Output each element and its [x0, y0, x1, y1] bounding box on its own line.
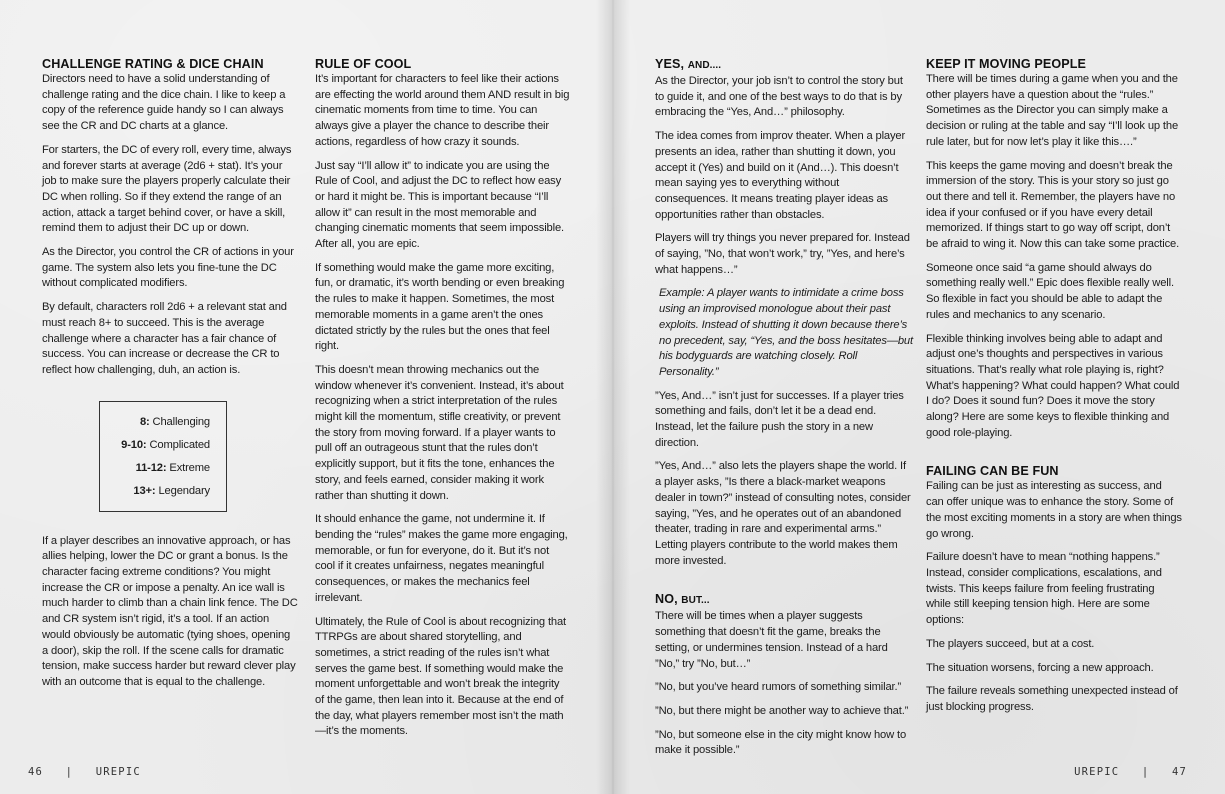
heading-no-but: NO, BUT... — [655, 592, 710, 607]
right-page-column-2 — [926, 56, 1182, 724]
footer-separator: | — [1141, 766, 1150, 778]
paragraph: There will be times during a game when you and the other players have a question about the “rules.” Sometimes as the Director you can simply make a decision or ruling at the table and say “I’ll look up the rule later, but for now let’s play it like this….” — [926, 73, 1179, 148]
cr-row: 11-12: Extreme — [135, 461, 210, 474]
paragraph: ”Yes, And…” isn’t just for successes. If a player tries something and fails, don’t let it be a dead end. Instead, let the failure push the story in a new direction. — [655, 389, 904, 449]
heading-rule-of-cool: RULE OF COOL — [315, 57, 412, 71]
left-page-column-1 — [42, 56, 298, 699]
cr-row: 9-10: Complicated — [121, 438, 210, 451]
paragraph: ”No, but there might be another way to achieve that.” — [655, 704, 909, 717]
paragraph: The situation worsens, forcing a new approach. — [926, 661, 1154, 674]
paragraph: The failure reveals something unexpected instead of just blocking progress. — [926, 685, 1178, 713]
paragraph: Someone once said “a game should always do something really well.” Epic does flexible really well. So flexible in fact you should be able to adapt the rules and mechanics to any scenario. — [926, 261, 1174, 321]
paragraph: Failure doesn’t have to mean “nothing happens.” Instead, consider complications, escalations, and twists. This keeps failure from feeling frustrating while still keeping tension high. Here are some options: — [926, 551, 1162, 627]
paragraph: This keeps the game moving and doesn’t break the immersion of the story. This is your story so just go out there and tell it. Remember, the players have no idea if your confused or if you have every detail memorized. If things start to go way off script, don’t be afraid to wing it. Now this can take some practice. — [926, 159, 1180, 251]
paragraph: There will be times when a player suggests something that doesn’t fit the game, breaks the setting, or undermines tension. Instead of a hard ”No,” try ”No, but…” — [655, 610, 888, 670]
right-page-footer — [1074, 766, 1187, 778]
footer-title: UREPIC — [95, 766, 141, 778]
example-paragraph: Example: A player wants to intimidate a crime boss using an improvised monologue about their past exploits. Instead of shutting it down because there’s no precedent, say, “Yes, and the boss hesitates—but his bodyguards are watching closely. Roll Personality.” — [659, 287, 913, 378]
paragraph: Just say “I’ll allow it” to indicate you are using the Rule of Cool, and adjust the DC to reflect how easy or hard it might be. This is important because “I’ll allow it” can result in the most memorable and changing cinematic moments that seem impossible. After all, you are epic. — [315, 159, 564, 251]
paragraph: Ultimately, the Rule of Cool is about recognizing that TTRPGs are about shared storytelling, and sometimes, a strict reading of the rules isn’t what serves the game best. If something would make the moment unforgettable and won’t break the integrity of the game, then lean into it. Because at the end of the day, what players remember most isn’t the math—it’s the moments. — [315, 615, 567, 738]
paragraph: This doesn’t mean throwing mechanics out the window whenever it’s convenient. Instead, it’s about recognizing when a strict interpretation of the rules might kill the momentum, stifle creativity, or prevent the story from moving forward. If a player wants to pull off an outrageous stunt that the rules don’t explicitly support, but it fits the tone, enhances the story, and feels earned, consider making it work rather than shutting it down. — [315, 363, 564, 502]
heading-failing-can-be-fun: FAILING CAN BE FUN — [926, 464, 1059, 479]
paragraph: Flexible thinking involves being able to adapt and adjust one’s thoughts and perspectives in various situations. That’s really what role playing is, right? What’s happening? What could happen? What could I do? Does it sound fun? Does it move the story along? Here are some keys to flexible thinking and good role-playing. — [926, 332, 1180, 439]
paragraph: Players will try things you never prepared for. Instead of saying, ”No, that won’t work,” try, ”Yes, and here’s what happens…” — [655, 232, 910, 276]
footer-title: UREPIC — [1074, 766, 1120, 778]
paragraph: As the Director, you control the CR of actions in your game. The system also lets you fine-tune the DC without complicated modifiers. — [42, 246, 294, 290]
page-number: 47 — [1171, 766, 1187, 778]
paragraph: Failing can be just as interesting as success, and can offer unique was to enhance the story. Some of the most exciting moments in a story are when things go wrong. — [926, 480, 1182, 540]
paragraph: By default, characters roll 2d6 + a relevant stat and must reach 8+ to succeed. This is the average challenge where a character has a fair chance of success. You can increase or decrease the CR to reflect how challenging, duh, an action is. — [42, 301, 287, 376]
paragraph: ”Yes, And…” also lets the players shape the world. If a player asks, ”Is there a black-market weapons dealer in town?” instead of consulting notes, consider saying, ”Yes, and he operates out of an abandoned theater, trading in rare and experimental arms.” Letting players contribute to the world makes them more invested. — [655, 460, 911, 567]
paragraph: The idea comes from improv theater. When a player presents an idea, rather than shutting it down, you accept it (Yes) and build on it (And…). This doesn’t mean saying yes to everything without consequences. It means treating player ideas as opportunities rather than obstacles. — [655, 130, 906, 221]
paragraph: It’s important for characters to feel like their actions are effecting the world around them AND result in big cinematic moments from time to time. You can always give a player the chance to describe their actions, regardless of how crazy it sounds. — [315, 73, 570, 148]
left-page-column-2 — [315, 56, 570, 748]
page-number: 46 — [28, 766, 44, 778]
paragraph: If a player describes an innovative approach, or has allies helping, lower the DC or grant a bonus. Is the character facing extreme conditions? You might increase the CR or impose a penalty. An ice wall is much harder to climb than a chain link fence. The DC and CR system isn’t rigid, it’s a tool. If an action would obviously be automatic (tying shoes, opening a door), skip the roll. If the scene calls for dramatic tension, make success harder but reward clever play with an outcome that is equal to the challenge. — [42, 534, 298, 688]
heading-keep-it-moving: KEEP IT MOVING PEOPLE — [926, 57, 1087, 71]
left-page-footer — [28, 766, 141, 778]
paragraph: It should enhance the game, not undermine it. If bending the “rules” makes the game more engaging, memorable, or fun for everyone, do it. But it’s not cool if it creates unfairness, negates meaningful consequences, or makes the mechanics feel irrelevant. — [315, 513, 568, 604]
heading-challenge-rating: CHALLENGE RATING & DICE CHAIN — [42, 57, 264, 71]
paragraph: The players succeed, but at a cost. — [926, 637, 1095, 650]
paragraph: ”No, but you’ve heard rumors of something similar.” — [655, 681, 902, 694]
paragraph: If something would make the game more exciting, fun, or dramatic, it’s worth bending or even breaking the rules to make it happen. Sometimes, the most memorable moments in a game aren’t the ones dictated strictly by the rules but the ones that feel right. — [315, 261, 565, 353]
footer-separator: | — [65, 766, 74, 778]
paragraph: ”No, but someone else in the city might know how to make it possible.” — [655, 728, 907, 757]
paragraph: As the Director, your job isn’t to control the story but to guide it, and one of the best ways to do that is by embracing the “Yes, And…” philosophy. — [655, 75, 903, 119]
paragraph: Directors need to have a solid understanding of challenge rating and the dice chain. I like to keep a copy of the reference guide handy so I can always see the CR and DC charts at a glance. — [42, 73, 286, 133]
right-page-column-1 — [655, 56, 913, 767]
cr-row: 13+: Legendary — [133, 484, 210, 497]
paragraph: For starters, the DC of every roll, every time, always and forever starts at average (2d6 + stat). It’s your job to make sure the players properly calculate their DC when rolling. So if they extend the range of an action, attack a target behind cover, or have a skill, remind them to adjust their DC up or down. — [42, 143, 292, 235]
heading-yes-and: YES, AND.... — [655, 57, 722, 71]
cr-table-box — [99, 401, 227, 512]
page-gutter — [596, 0, 630, 794]
cr-row: 8: Challenging — [139, 415, 210, 428]
